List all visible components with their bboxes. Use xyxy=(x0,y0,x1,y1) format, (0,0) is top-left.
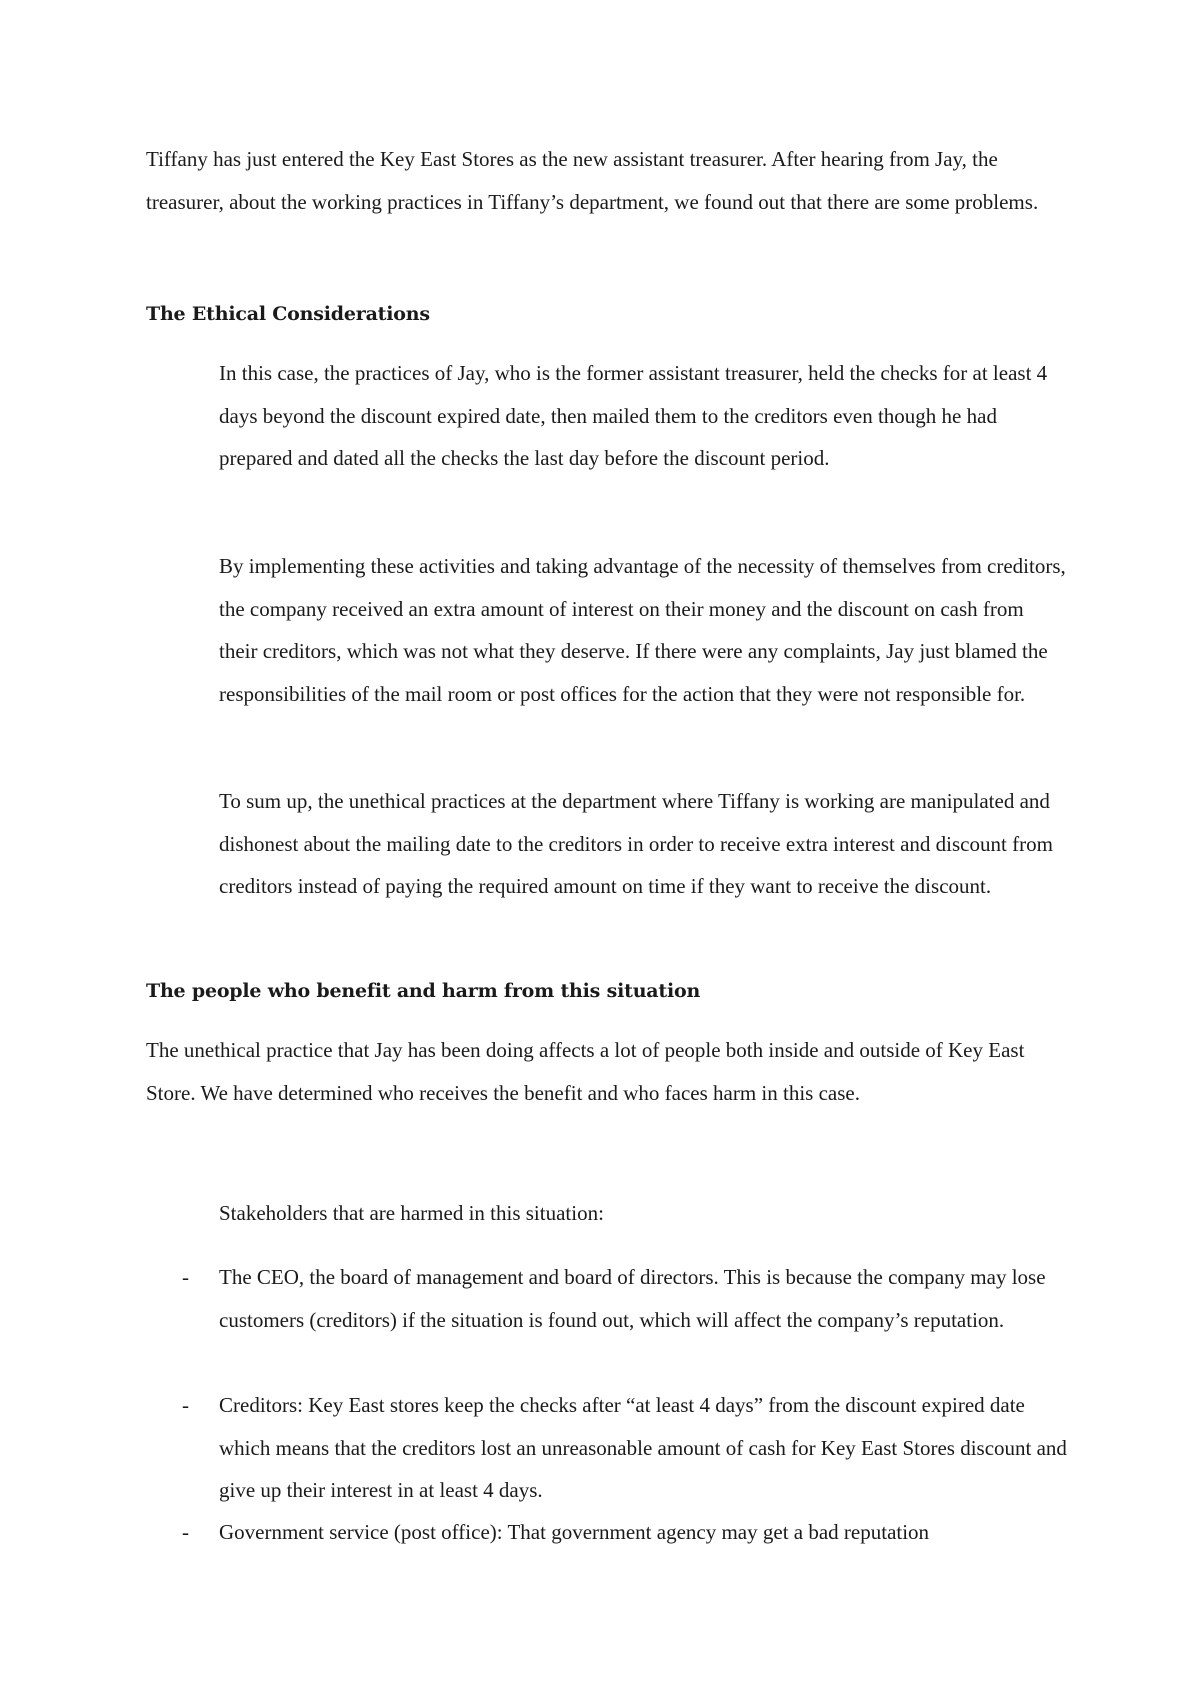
list-item-text: The CEO, the board of management and board of directors. This is because the company may lose customers (creditors) if the situation is found out, which will affect the company’s reputation. xyxy=(219,1265,1046,1332)
bullet-dash: - xyxy=(182,1393,189,1417)
stakeholders-intro-paragraph: The unethical practice that Jay has been doing affects a lot of people both inside and outside of Key East Store. We have determined who receives the benefit and who faces harm in this case. xyxy=(146,1038,1025,1105)
ethics-paragraph-1: In this case, the practices of Jay, who is the former assistant treasurer, held the checks for at least 4 days beyond the discount expired date, then mailed them to the creditors even though he had prepared and dated all the checks the last day before the discount period. xyxy=(219,361,1048,470)
list-item-text: Creditors: Key East stores keep the checks after “at least 4 days” from the discount expired date which means that the creditors lost an unreasonable amount of cash for Key East Stores discount and give up their interest in at least 4 days. xyxy=(219,1393,1067,1502)
list-item-text: Government service (post office): That government agency may get a bad reputation xyxy=(219,1520,930,1544)
ethics-paragraph-2: By implementing these activities and taking advantage of the necessity of themselves from creditors, the company received an extra amount of interest on their money and the discount on cash from their creditors, which was not what they deserve. If there were any complaints, Jay just blamed the responsibilities of the mail room or post offices for the action that they were not responsible for. xyxy=(219,554,1066,706)
bullet-dash: - xyxy=(182,1265,189,1289)
intro-paragraph: Tiffany has just entered the Key East Stores as the new assistant treasurer. After hearing from Jay, the treasurer, about the working practices in Tiffany’s department, we found out that there are some problems. xyxy=(146,147,1039,214)
ethics-paragraph-3: To sum up, the unethical practices at the department where Tiffany is working are manipulated and dishonest about the mailing date to the creditors in order to receive extra interest and discount from creditors instead of paying the required amount on time if they want to receive the discount. xyxy=(219,789,1053,898)
bullet-dash: - xyxy=(182,1520,189,1544)
heading-ethical-considerations: The Ethical Considerations xyxy=(146,303,430,325)
harmed-label: Stakeholders that are harmed in this situation: xyxy=(219,1201,604,1225)
heading-benefit-harm: The people who benefit and harm from this situation xyxy=(146,980,701,1002)
